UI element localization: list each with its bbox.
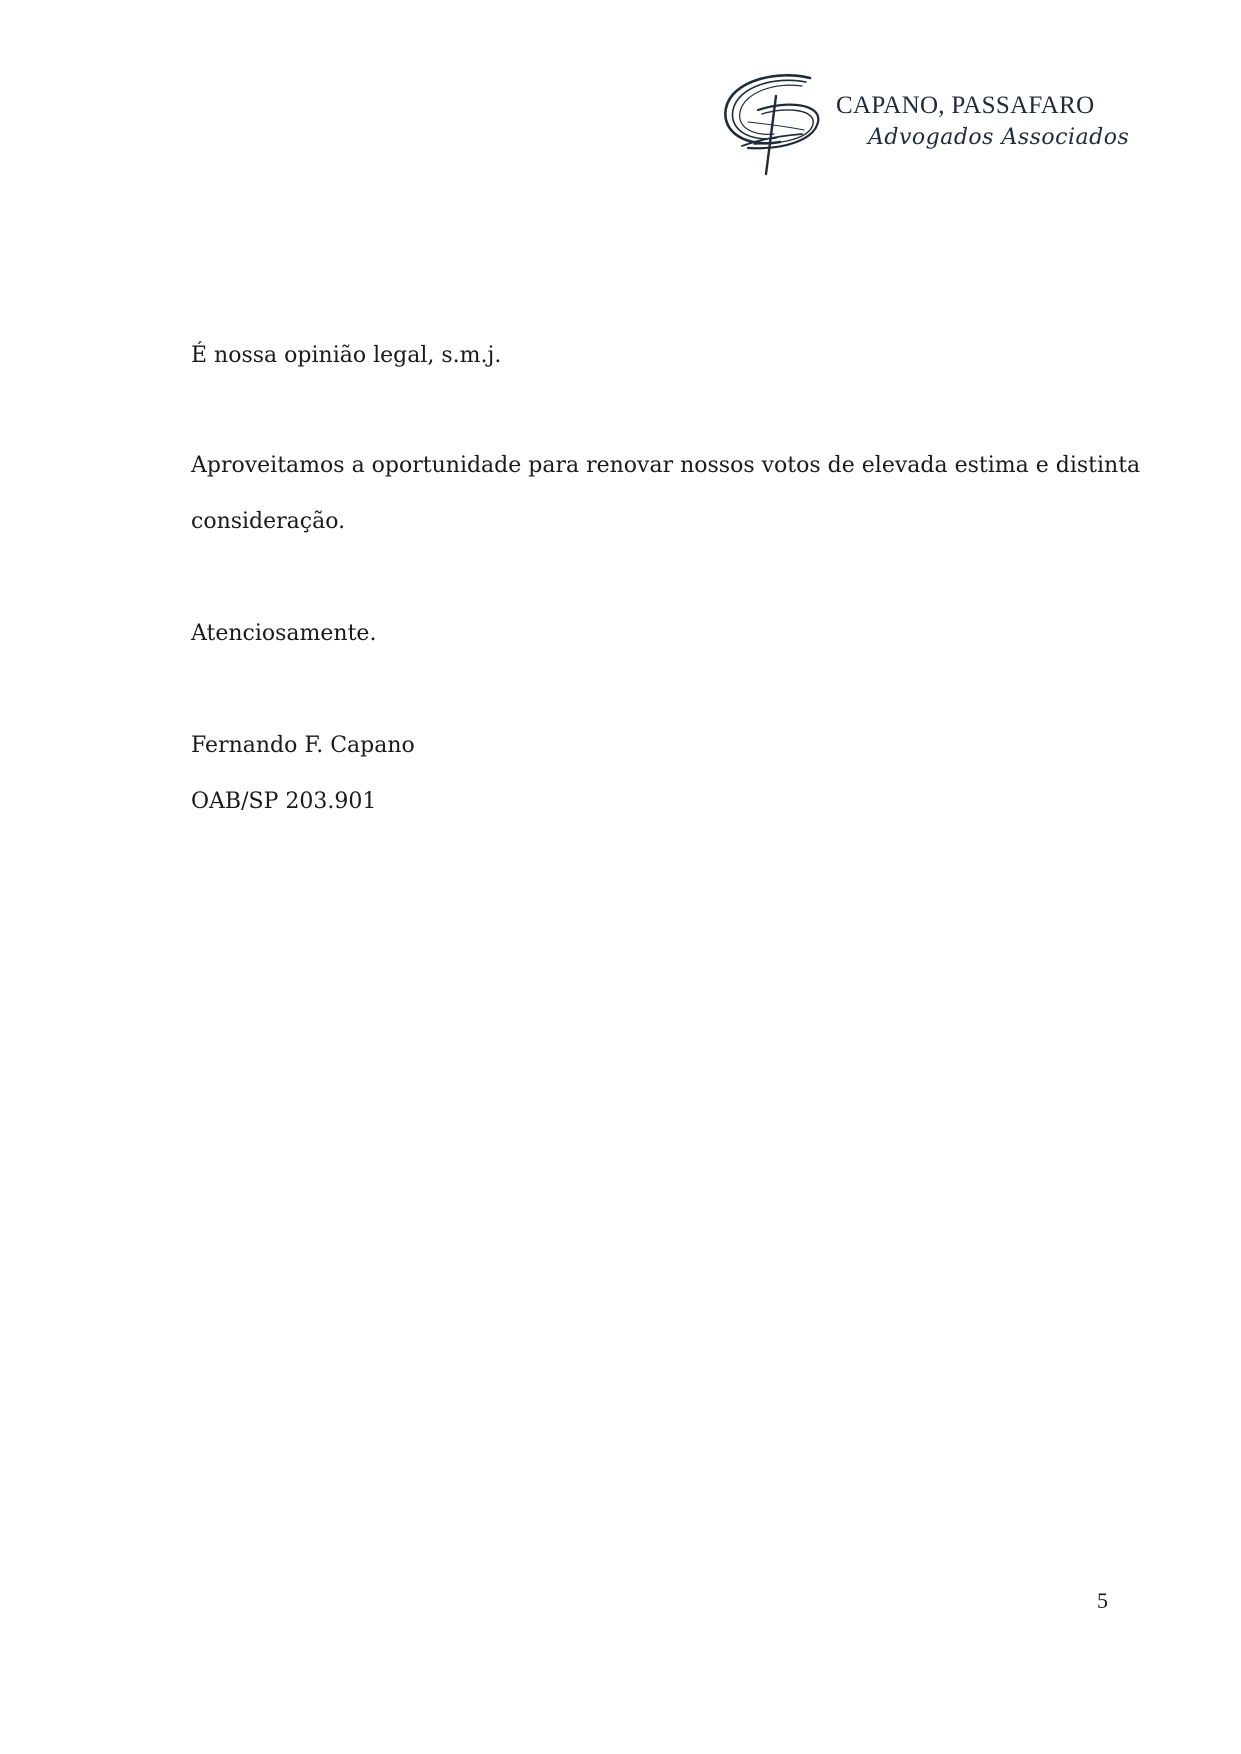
signer-registration: OAB/SP 203.901 xyxy=(191,789,377,814)
salutation: Atenciosamente. xyxy=(191,621,377,646)
closing-paragraph-line-1: Aproveitamos a oportunidade para renovar nossos votos de elevada estima e distinta xyxy=(191,453,1141,478)
closing-paragraph-line-2: consideração. xyxy=(191,509,346,534)
opinion-line: É nossa opinião legal, s.m.j. xyxy=(191,343,502,368)
firm-logo-icon xyxy=(718,70,836,178)
signer-name: Fernando F. Capano xyxy=(191,733,415,758)
firm-subtitle: Advogados Associados xyxy=(868,125,1130,150)
page-number: 5 xyxy=(1097,1588,1108,1613)
letterhead xyxy=(718,70,1138,180)
firm-name: CAPANO, PASSAFARO xyxy=(836,92,1095,119)
